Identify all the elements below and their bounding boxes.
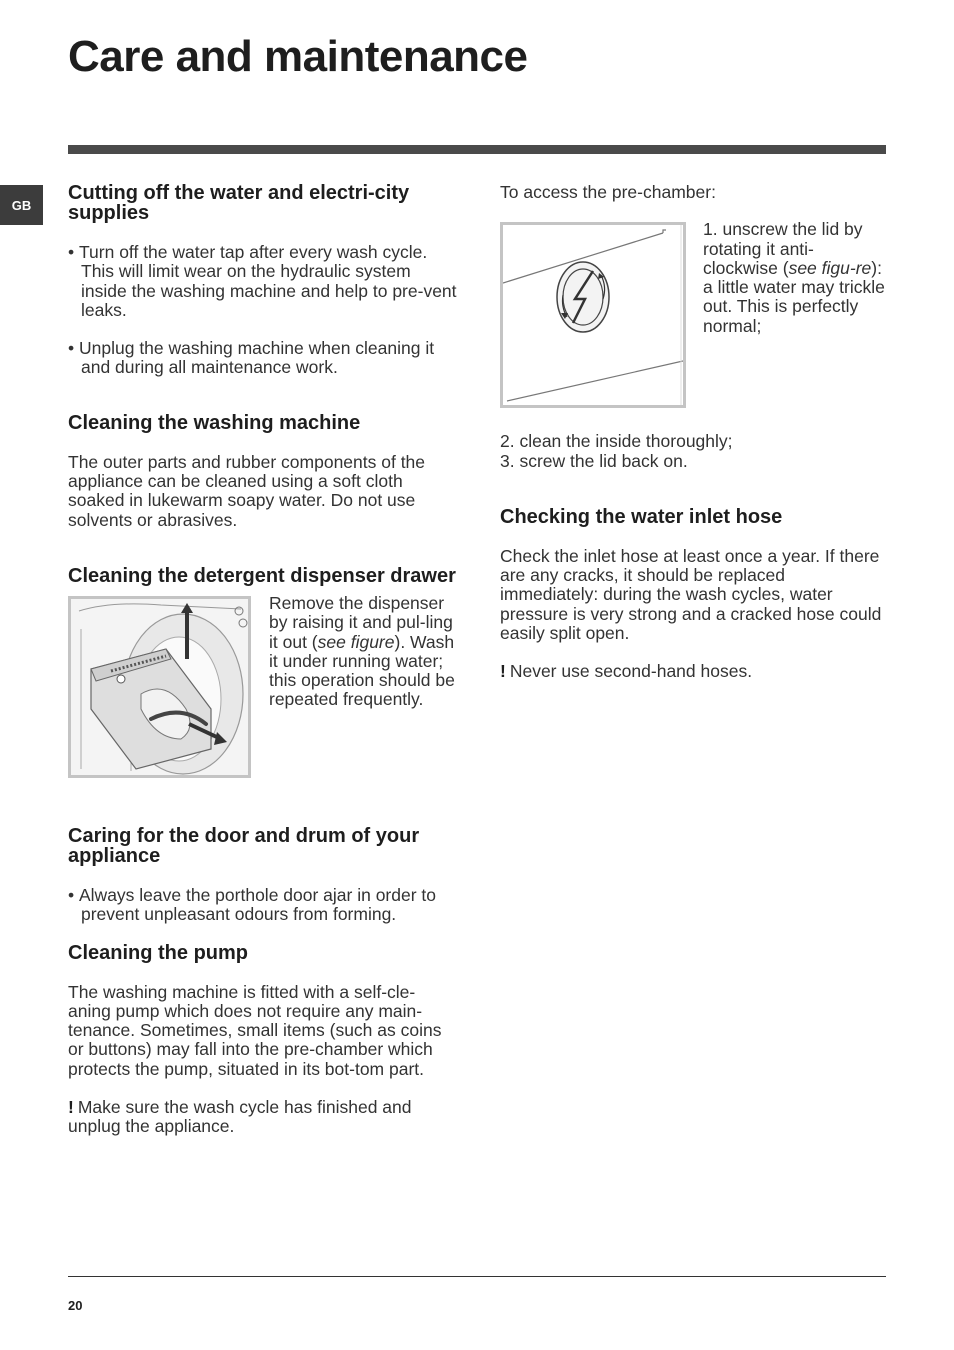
section-inlet-hose [500,507,886,682]
inlet-hose-warning: ! Never use second-hand hoses. [500,661,753,682]
dispenser-text: Remove the dispenser by raising it and pul-ling it out (see figure). Wash it under running water; this operation should be repeated frequently. [269,592,455,710]
right-column [500,183,886,682]
section-supplies [68,183,458,378]
footer-divider [68,1276,886,1277]
warning-mark: ! [68,1097,74,1118]
prechamber-step-2: 2. clean the inside thoroughly; [500,431,733,452]
prechamber-intro: To access the pre-chamber: [500,182,716,202]
warning-mark: ! [500,661,506,682]
pump-lid-illustration [503,225,683,405]
dispenser-content [68,592,458,778]
pump-lid-figure [500,222,686,408]
language-tab: GB [0,185,43,225]
prechamber-content [500,219,886,408]
inlet-hose-text: Check the inlet hose at least once a year. If there are any cracks, it should be replaced immediately: during the wash cycles, water pressure is very strong and a cracked hose could easily split open. [500,545,882,644]
section-heading-supplies: Cutting off the water and electri-city supplies [68,182,410,224]
dispenser-drawer-illustration [71,599,248,775]
section-door-drum [68,826,458,925]
prechamber-step-1: 1. unscrew the lid by rotating it anti-clockwise (see figu-re): a little water may trickle out. This is perfectly normal; [703,219,885,336]
header-divider [68,145,886,154]
section-heading-door-drum: Caring for the door and drum of your appliance [68,824,420,867]
prechamber-step-3: 3. screw the lid back on. [500,450,688,471]
section-heading-cleaning-machine: Cleaning the washing machine [68,411,361,434]
section-cleaning-machine [68,413,458,530]
cleaning-machine-text: The outer parts and rubber components of the appliance can be cleaned using a soft cloth soaked in lukewarm soapy water. Do not use solvents or abrasives. [68,451,426,530]
section-pump [68,943,458,1137]
supplies-bullet-list [68,243,458,378]
section-heading-dispenser: Cleaning the detergent dispenser drawer [68,564,456,587]
section-heading-pump: Cleaning the pump [68,941,248,964]
page-number: 20 [68,1298,83,1313]
page-title: Care and maintenance [68,32,528,81]
section-dispenser [68,566,458,778]
pump-warning: ! Make sure the wash cycle has finished and unplug the appliance. [68,1097,412,1137]
list-item: • Turn off the water tap after every wash cycle. This will limit wear on the hydraulic system inside the washing machine and help to pre-vent leaks. [68,243,458,320]
section-heading-inlet-hose: Checking the water inlet hose [500,505,783,528]
list-item: • Unplug the washing machine when cleaning it and during all maintenance work. [68,339,458,378]
list-item: • Always leave the porthole door ajar in order to prevent unpleasant odours from forming. [68,886,458,925]
door-drum-bullet-list [68,886,458,925]
dispenser-drawer-figure [68,596,251,778]
left-column [68,183,458,1137]
pump-text: The washing machine is fitted with a self-cle-aning pump which does not require any main-tenance. Sometimes, small items (such as coins or buttons) may fall into the pre-chamber which protects the pump, situated in its bot-tom part. [68,981,442,1079]
